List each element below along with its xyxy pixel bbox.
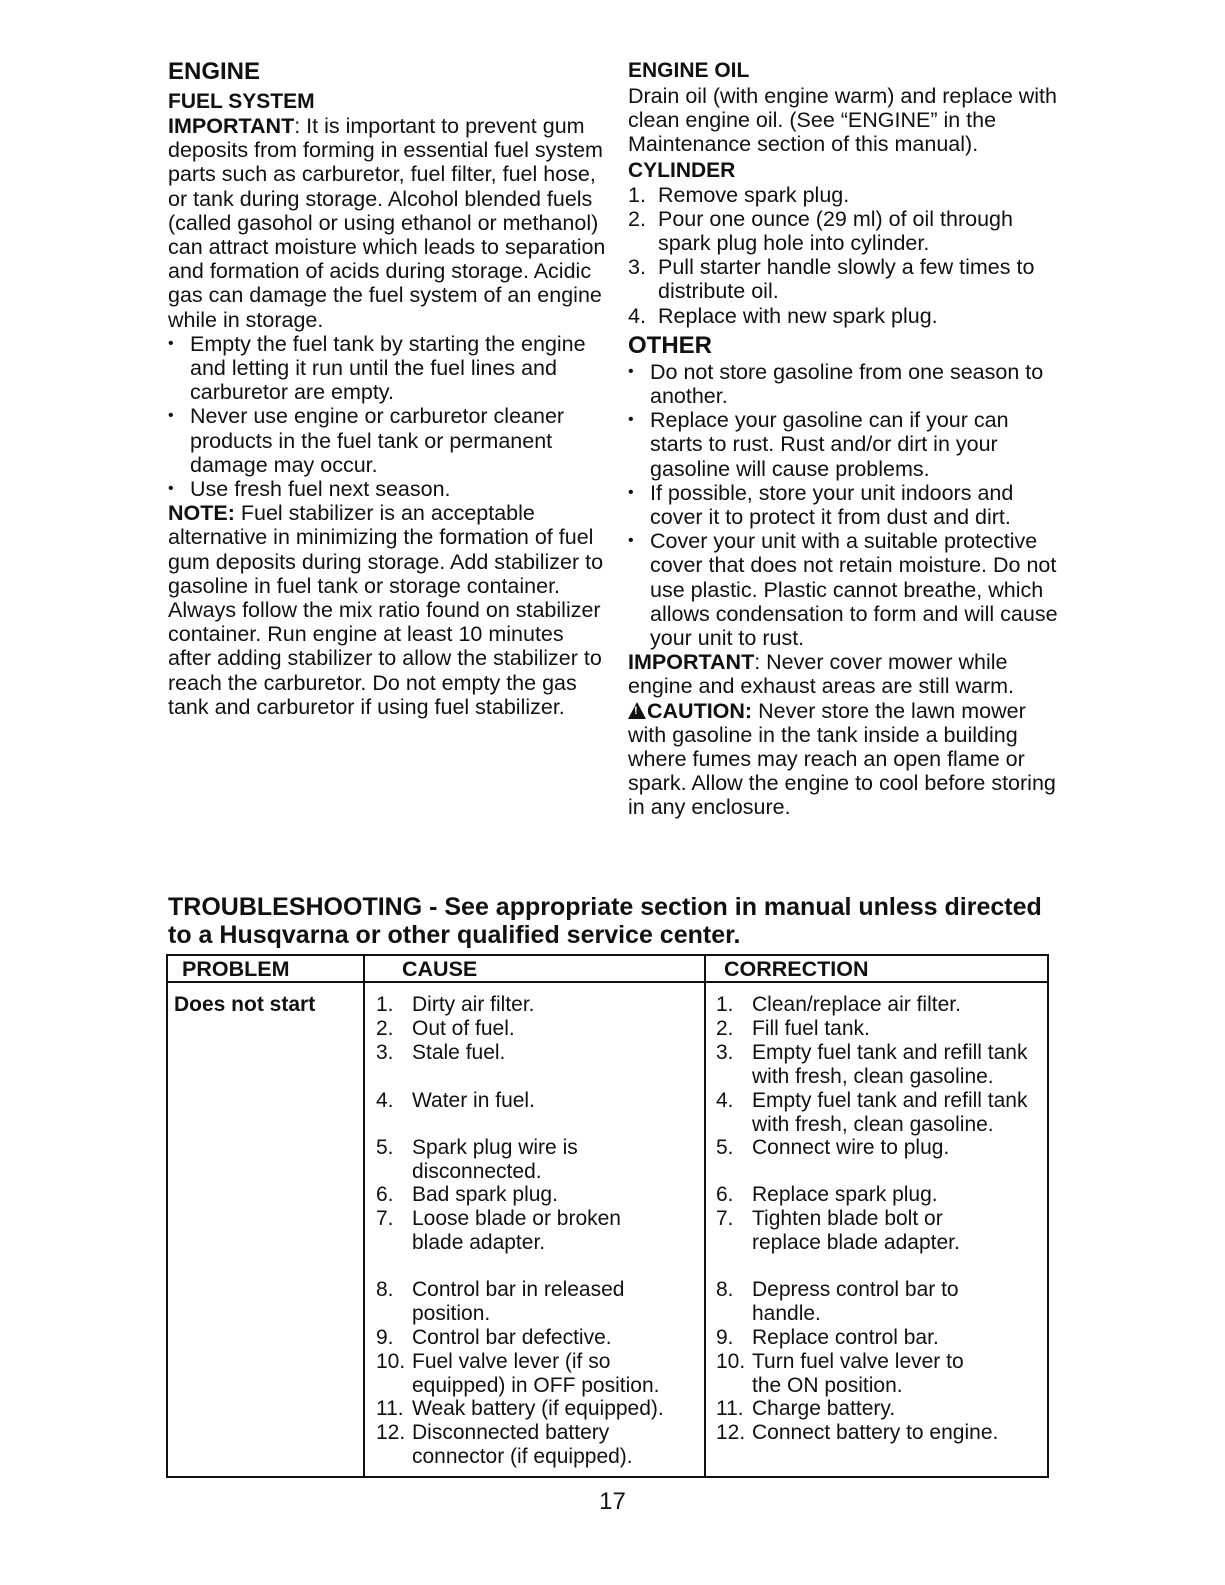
important-label: IMPORTANT [168,114,295,138]
fuel-bullet: • Use fresh fuel next season. [168,477,608,501]
cause-item [376,1017,515,1041]
caution-label: CAUTION: [647,698,753,723]
cause-item [376,1089,535,1113]
correction-text: Charge battery. [752,1397,896,1420]
correction-item [716,1326,939,1350]
correction-number: 4. [716,1089,734,1112]
correction-item [716,1089,1051,1136]
correction-text: Empty fuel tank and refill tank with fresh, clean gasoline. [752,1089,1028,1136]
correction-number: 7. [716,1207,734,1230]
correction-item [716,1041,1051,1088]
important-text: : It is important to prevent gum deposits from forming in essential fuel system parts such as carburetor, fuel filter, fuel hose, or tank during storage. Alcohol blended fuels (called gasohol or using ethanol or methanol) can attract moisture which leads to separation and formation of acids during storage. Acidic gas can damage the fuel system of an engine while in storage. [168,114,606,332]
cause-text: Control bar defective. [412,1326,612,1349]
fuel-bullet: • Never use engine or carburetor cleaner products in the fuel tank or permanent damage may occur. [168,404,608,477]
header-correction: CORRECTION [724,957,869,981]
correction-item [716,1350,966,1397]
cause-number: 10. [376,1350,406,1373]
cause-number: 5. [376,1136,394,1159]
caution-paragraph [628,699,1058,820]
other-bullet: • Replace your gasoline can if your can starts to rust. Rust and/or dirt in your gasoline will cause problems. [628,408,1058,481]
step-text: Pull starter handle slowly a few times to distribute oil. [658,255,1035,304]
warning-triangle-icon [628,702,646,719]
correction-item [716,993,961,1017]
right-column [628,58,1058,820]
other-bullet: • Do not store gasoline from one season to another. [628,360,1058,408]
step-text: Replace with new spark plug. [658,303,938,328]
other-important-paragraph [628,650,1058,698]
cause-number: 11. [376,1397,404,1420]
correction-number: 3. [716,1041,734,1064]
cause-text: Water in fuel. [412,1089,535,1112]
other-bullet-list [628,360,1058,650]
note-text: Fuel stabilizer is an acceptable alternative in minimizing the formation of fuel gum deposits during storage. Add stabilizer to gasoline in fuel tank or storage container. Always follow the mix ratio found on stabilizer container. Run engine at least 10 minutes after adding stabilizer to allow the stabilizer to reach the carburetor. Do not empty the gas tank and carburetor if using fuel stabilizer. [168,501,604,719]
correction-text: Turn fuel valve lever to the ON position. [752,1350,964,1397]
correction-text: Tighten blade bolt or replace blade adapter. [752,1207,960,1254]
other-heading: OTHER [628,331,712,359]
cause-item [376,1397,696,1421]
cause-number: 8. [376,1278,394,1301]
troubleshooting-title: TROUBLESHOOTING - See appropriate section in manual unless directed to a Husqvarna or other qualified service center. [168,893,1042,949]
step-number: 1. [628,182,646,207]
cylinder-step [628,183,1058,207]
cause-text: Weak battery (if equipped). [412,1397,664,1420]
caution-text: Never store the lawn mower with gasoline in the tank inside a building where fumes may reach an open flame or spark. Allow the engine to cool before storing in any enclosure. [628,698,1056,820]
cause-item [376,1350,686,1397]
correction-text: Empty fuel tank and refill tank with fresh, clean gasoline. [752,1041,1028,1088]
cylinder-step [628,207,1058,255]
correction-text: Fill fuel tank. [752,1017,870,1040]
engine-heading: ENGINE [168,58,261,85]
correction-text: Replace control bar. [752,1326,939,1349]
left-column [168,58,608,719]
page-number: 17 [599,1488,626,1515]
cause-text: Loose blade or broken blade adapter. [412,1207,621,1254]
cause-number: 1. [376,993,394,1016]
fuel-important-paragraph [168,114,608,332]
cause-number: 2. [376,1017,394,1040]
correction-number: 1. [716,993,734,1016]
step-text: Pour one ounce (29 ml) of oil through spark plug hole into cylinder. [658,206,1013,256]
cause-number: 7. [376,1207,394,1230]
cylinder-heading: CYLINDER [628,158,736,182]
correction-number: 11. [716,1397,744,1420]
cause-number: 6. [376,1183,394,1206]
correction-number: 8. [716,1278,734,1301]
cause-text: Spark plug wire is disconnected. [412,1136,578,1183]
correction-text: Connect wire to plug. [752,1136,950,1159]
correction-number: 5. [716,1136,734,1159]
correction-number: 9. [716,1326,734,1349]
cause-item [376,1207,666,1254]
step-text: Remove spark plug. [658,182,850,207]
note-paragraph [168,501,608,719]
important-label: IMPORTANT [628,650,755,675]
troubleshooting-table [166,954,1049,1478]
correction-item [716,1136,949,1160]
correction-text: Depress control bar to handle. [752,1278,959,1325]
cause-item [376,1041,505,1065]
header-cause: CAUSE [402,957,478,981]
header-problem: PROBLEM [182,957,290,981]
note-label: NOTE: [168,501,235,526]
correction-text: Connect battery to engine. [752,1421,999,1444]
other-bullet: • Cover your unit with a suitable protective cover that does not retain moisture. Do not use plastic. Plastic cannot breathe, which allows condensation to form and will cause your unit to rust. [628,529,1058,650]
correction-item [716,1183,938,1207]
fuel-bullet-list [168,332,608,501]
correction-item [716,1278,986,1325]
cause-number: 4. [376,1089,394,1112]
cause-item [376,1278,666,1325]
cause-number: 9. [376,1326,394,1349]
cause-item [376,1421,676,1468]
correction-item [716,1397,895,1421]
correction-number: 2. [716,1017,734,1040]
correction-number: 12. [716,1421,746,1444]
correction-number: 10. [716,1350,746,1373]
cause-text: Stale fuel. [412,1041,506,1064]
correction-text: Clean/replace air filter. [752,993,961,1016]
correction-number: 6. [716,1183,734,1206]
problem-cell: Does not start [174,993,316,1016]
cause-text: Bad spark plug. [412,1183,558,1206]
cause-item [376,1326,612,1350]
column-divider [704,956,706,1476]
column-divider [363,956,365,1476]
fuel-system-heading: FUEL SYSTEM [168,90,315,113]
step-number: 4. [628,303,646,328]
step-number: 3. [628,255,646,280]
cause-text: Dirty air filter. [412,993,535,1016]
correction-item [716,1207,986,1254]
cylinder-steps [628,183,1058,328]
important-text: : Never cover mower while engine and exhaust areas are still warm. [628,650,1015,699]
cause-text: Disconnected battery connector (if equipped). [412,1421,633,1468]
cylinder-step [628,304,1058,328]
other-bullet: • If possible, store your unit indoors and cover it to protect it from dust and dirt. [628,481,1058,529]
step-number: 2. [628,206,646,231]
cause-item [376,1183,558,1207]
cause-item [376,1136,636,1183]
correction-text: Replace spark plug. [752,1183,938,1206]
cause-text: Fuel valve lever (if so equipped) in OFF position. [412,1350,660,1397]
correction-item [716,1017,870,1041]
correction-item [716,1421,998,1445]
cause-number: 12. [376,1421,406,1444]
cause-number: 3. [376,1041,394,1064]
engine-oil-heading: ENGINE OIL [628,59,750,82]
cause-text: Control bar in released position. [412,1278,625,1325]
fuel-bullet: • Empty the fuel tank by starting the engine and letting it run until the fuel lines and carburetor are empty. [168,332,608,405]
engine-oil-paragraph: Drain oil (with engine warm) and replace with clean engine oil. (See “ENGINE” in the Maintenance section of this manual). [628,84,1057,157]
cylinder-step [628,255,1058,303]
cause-item [376,993,535,1017]
header-divider [168,981,1047,983]
cause-text: Out of fuel. [412,1017,515,1040]
